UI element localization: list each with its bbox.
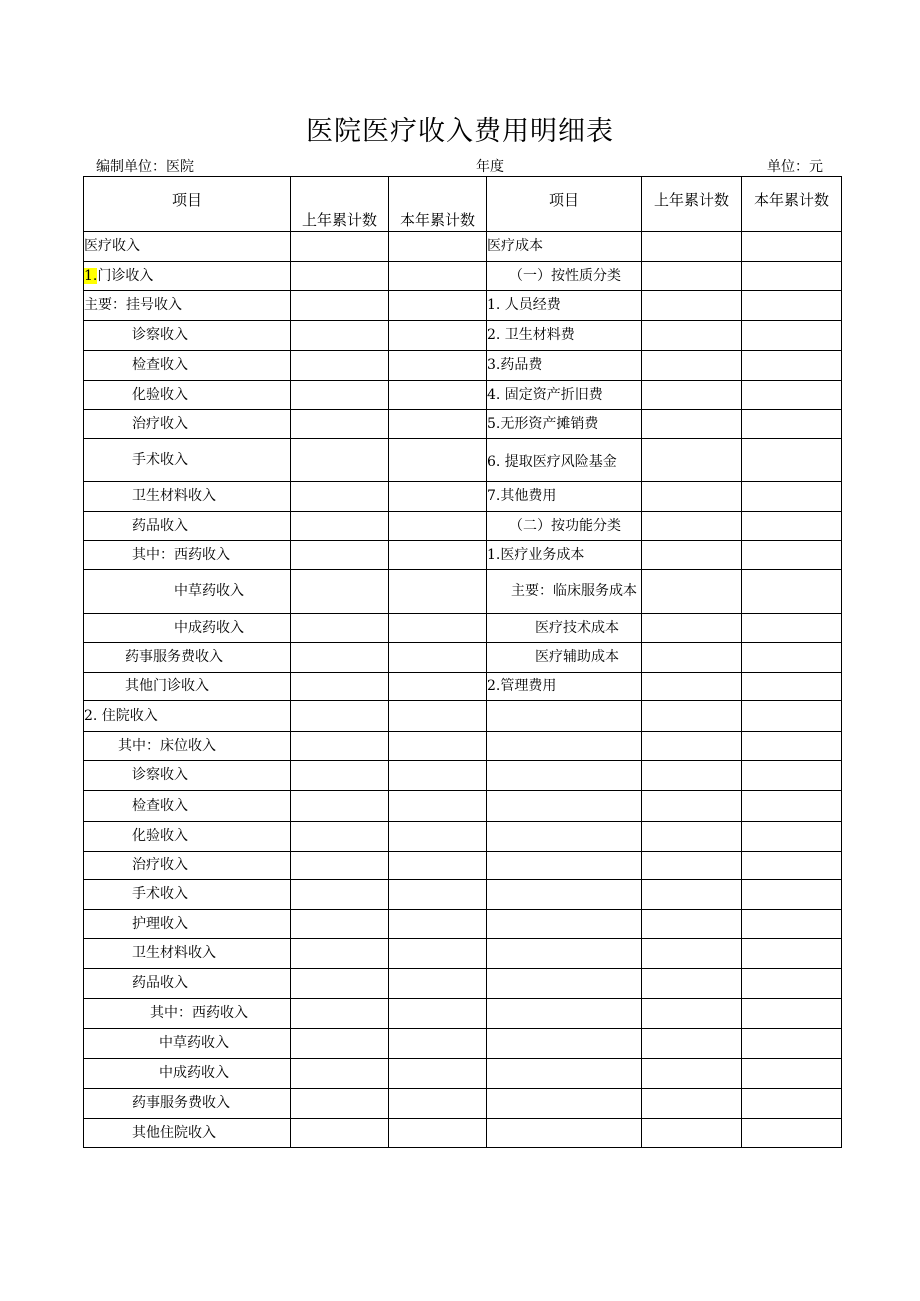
row-label-right: [487, 791, 642, 822]
curr-year-cell[interactable]: [389, 791, 487, 822]
curr-year-cell[interactable]: [389, 321, 487, 351]
prev-year-cell[interactable]: [291, 512, 389, 541]
prev-year-cell[interactable]: [291, 410, 389, 439]
row-label-left: 药事服务费收入: [84, 643, 291, 673]
row-label-right: 医疗技术成本: [487, 614, 642, 643]
prev-year-cell[interactable]: [642, 643, 742, 673]
row-label-left: 检查收入: [84, 791, 291, 822]
curr-year-cell[interactable]: [389, 410, 487, 439]
page-title: 医院医疗收入费用明细表: [306, 116, 614, 147]
row-label-left: 其中：西药收入: [84, 999, 291, 1029]
curr-year-cell[interactable]: [742, 570, 842, 614]
curr-year-cell[interactable]: [742, 999, 842, 1029]
curr-year-cell[interactable]: [389, 1029, 487, 1059]
row-label-right: [487, 1059, 642, 1089]
row-label-left: 护理收入: [84, 910, 291, 939]
curr-year-cell[interactable]: [389, 482, 487, 512]
table-row: [84, 910, 842, 939]
row-label-left: 诊察收入: [84, 761, 291, 791]
curr-year-cell[interactable]: [742, 880, 842, 910]
row-label-left: 卫生材料收入: [84, 939, 291, 969]
row-label-right: 医疗成本: [487, 232, 642, 262]
prev-year-cell[interactable]: [642, 701, 742, 732]
curr-year-cell[interactable]: [389, 852, 487, 880]
curr-year-cell[interactable]: [742, 643, 842, 673]
column-header-prev-year-right: 上年累计数: [642, 177, 742, 232]
curr-year-cell[interactable]: [389, 262, 487, 291]
prev-year-cell[interactable]: [291, 791, 389, 822]
table-row: [84, 262, 842, 291]
prev-year-cell[interactable]: [642, 852, 742, 880]
prev-year-cell[interactable]: [291, 939, 389, 969]
table-row: [84, 701, 842, 732]
prev-year-cell[interactable]: [291, 969, 389, 999]
prev-year-cell[interactable]: [291, 482, 389, 512]
row-label-right: 2. 卫生材料费: [487, 321, 642, 351]
prev-year-cell[interactable]: [642, 321, 742, 351]
table-row: [84, 761, 842, 791]
curr-year-cell[interactable]: [742, 439, 842, 482]
curr-year-cell[interactable]: [742, 381, 842, 410]
row-label-left: 主要：挂号收入: [84, 291, 291, 321]
curr-year-cell[interactable]: [389, 291, 487, 321]
curr-year-cell[interactable]: [742, 910, 842, 939]
curr-year-cell[interactable]: [742, 262, 842, 291]
row-label-left: 中成药收入: [84, 614, 291, 643]
prev-year-cell[interactable]: [642, 262, 742, 291]
curr-year-cell[interactable]: [742, 410, 842, 439]
row-label-left: 中草药收入: [84, 570, 291, 614]
prev-year-cell[interactable]: [291, 701, 389, 732]
curr-year-cell[interactable]: [389, 969, 487, 999]
prev-year-cell[interactable]: [642, 232, 742, 262]
curr-year-cell[interactable]: [389, 1119, 487, 1148]
prev-year-cell[interactable]: [291, 614, 389, 643]
prev-year-cell[interactable]: [291, 999, 389, 1029]
curr-year-cell[interactable]: [389, 822, 487, 852]
curr-year-cell[interactable]: [742, 1119, 842, 1148]
prev-year-cell[interactable]: [642, 381, 742, 410]
table-row: [84, 969, 842, 999]
prev-year-cell[interactable]: [642, 999, 742, 1029]
row-label-right: 6. 提取医疗风险基金: [487, 439, 642, 482]
curr-year-cell[interactable]: [742, 761, 842, 791]
prev-year-cell[interactable]: [291, 822, 389, 852]
row-label-left: 药事服务费收入: [84, 1089, 291, 1119]
row-label-left: 其中：床位收入: [84, 732, 291, 761]
highlighted-number: 1.: [84, 267, 98, 284]
row-label-left: 化验收入: [84, 381, 291, 410]
row-label-left: 其他住院收入: [84, 1119, 291, 1148]
curr-year-cell[interactable]: [389, 1089, 487, 1119]
curr-year-cell[interactable]: [742, 291, 842, 321]
table-row: [84, 482, 842, 512]
row-label-right: 1. 人员经费: [487, 291, 642, 321]
curr-year-cell[interactable]: [742, 1089, 842, 1119]
compiling-unit-label: 编制单位：医院: [96, 159, 194, 175]
table-row: [84, 570, 842, 614]
table-row: [84, 351, 842, 381]
table-header-row: [84, 177, 842, 232]
curr-year-cell[interactable]: [742, 673, 842, 701]
prev-year-cell[interactable]: [642, 291, 742, 321]
row-label-right: 7.其他费用: [487, 482, 642, 512]
curr-year-cell[interactable]: [742, 512, 842, 541]
table-row: [84, 232, 842, 262]
curr-year-cell[interactable]: [742, 482, 842, 512]
row-label-right: 4. 固定资产折旧费: [487, 381, 642, 410]
table-row: [84, 614, 842, 643]
curr-year-cell[interactable]: [389, 761, 487, 791]
column-header-item-right: 项目: [487, 177, 642, 232]
curr-year-cell[interactable]: [389, 732, 487, 761]
curr-year-cell[interactable]: [742, 351, 842, 381]
table-row: [84, 999, 842, 1029]
prev-year-cell[interactable]: [642, 880, 742, 910]
prev-year-cell[interactable]: [642, 910, 742, 939]
prev-year-cell[interactable]: [291, 541, 389, 570]
prev-year-cell[interactable]: [642, 1029, 742, 1059]
prev-year-cell[interactable]: [642, 512, 742, 541]
prev-year-cell[interactable]: [642, 351, 742, 381]
row-label-left: 2. 住院收入: [84, 701, 291, 732]
row-label-right: [487, 852, 642, 880]
table-row: [84, 512, 842, 541]
row-label-left: 手术收入: [84, 439, 291, 482]
row-label-right: [487, 939, 642, 969]
prev-year-cell[interactable]: [291, 673, 389, 701]
row-label-right: [487, 732, 642, 761]
row-label-left: 药品收入: [84, 512, 291, 541]
row-label-right: [487, 1119, 642, 1148]
row-label-left: 手术收入: [84, 880, 291, 910]
curr-year-cell[interactable]: [742, 969, 842, 999]
prev-year-cell[interactable]: [291, 291, 389, 321]
prev-year-cell[interactable]: [642, 439, 742, 482]
prev-year-cell[interactable]: [642, 410, 742, 439]
prev-year-cell[interactable]: [291, 643, 389, 673]
row-label-left: 化验收入: [84, 822, 291, 852]
prev-year-cell[interactable]: [291, 761, 389, 791]
table-row: [84, 791, 842, 822]
curr-year-cell[interactable]: [742, 701, 842, 732]
curr-year-cell[interactable]: [742, 1029, 842, 1059]
prev-year-cell[interactable]: [291, 1089, 389, 1119]
curr-year-cell[interactable]: [742, 232, 842, 262]
prev-year-cell[interactable]: [642, 1089, 742, 1119]
detail-table: [83, 176, 842, 1148]
row-label-left: 诊察收入: [84, 321, 291, 351]
prev-year-cell[interactable]: [291, 852, 389, 880]
currency-unit-label: 单位：元: [767, 159, 823, 175]
curr-year-cell[interactable]: [389, 1059, 487, 1089]
row-label-right: [487, 1029, 642, 1059]
curr-year-cell[interactable]: [742, 1059, 842, 1089]
row-label-left: 其中：西药收入: [84, 541, 291, 570]
table-row: [84, 852, 842, 880]
row-label-left: 检查收入: [84, 351, 291, 381]
row-label-left: 中成药收入: [84, 1059, 291, 1089]
prev-year-cell[interactable]: [291, 570, 389, 614]
curr-year-cell[interactable]: [742, 791, 842, 822]
table-row: [84, 321, 842, 351]
column-header-curr-year-right: 本年累计数: [742, 177, 842, 232]
prev-year-cell[interactable]: [642, 1059, 742, 1089]
curr-year-cell[interactable]: [389, 999, 487, 1029]
prev-year-cell[interactable]: [291, 910, 389, 939]
table-row: [84, 880, 842, 910]
row-label-right: 3.药品费: [487, 351, 642, 381]
row-label-right: [487, 1089, 642, 1119]
table-row: [84, 439, 842, 482]
prev-year-cell[interactable]: [291, 232, 389, 262]
prev-year-cell[interactable]: [291, 381, 389, 410]
row-label-left: 治疗收入: [84, 410, 291, 439]
table-row: [84, 822, 842, 852]
curr-year-cell[interactable]: [742, 732, 842, 761]
table-row: [84, 291, 842, 321]
table-row: [84, 673, 842, 701]
row-label-left: 其他门诊收入: [84, 673, 291, 701]
table-row: [84, 1089, 842, 1119]
table-row: [84, 1119, 842, 1148]
curr-year-cell[interactable]: [389, 232, 487, 262]
column-header-prev-year: 上年累计数: [291, 177, 389, 232]
row-label-right: 主要：临床服务成本: [487, 570, 642, 614]
curr-year-cell[interactable]: [389, 701, 487, 732]
curr-year-cell[interactable]: [389, 541, 487, 570]
prev-year-cell[interactable]: [642, 791, 742, 822]
curr-year-cell[interactable]: [389, 910, 487, 939]
row-label-right: 1.医疗业务成本: [487, 541, 642, 570]
curr-year-cell[interactable]: [389, 570, 487, 614]
row-label-left: 药品收入: [84, 969, 291, 999]
table-row: [84, 541, 842, 570]
curr-year-cell[interactable]: [389, 939, 487, 969]
row-label-right: 5.无形资产摊销费: [487, 410, 642, 439]
table-row: [84, 410, 842, 439]
curr-year-cell[interactable]: [389, 643, 487, 673]
prev-year-cell[interactable]: [291, 1029, 389, 1059]
row-label-right: [487, 999, 642, 1029]
prev-year-cell[interactable]: [291, 732, 389, 761]
row-label-right: [487, 701, 642, 732]
curr-year-cell[interactable]: [389, 880, 487, 910]
curr-year-cell[interactable]: [389, 351, 487, 381]
prev-year-cell[interactable]: [291, 439, 389, 482]
curr-year-cell[interactable]: [742, 614, 842, 643]
row-label-right: 2.管理费用: [487, 673, 642, 701]
row-label-right: 医疗辅助成本: [487, 643, 642, 673]
curr-year-cell[interactable]: [742, 321, 842, 351]
prev-year-cell[interactable]: [642, 969, 742, 999]
prev-year-cell[interactable]: [291, 351, 389, 381]
prev-year-cell[interactable]: [291, 321, 389, 351]
prev-year-cell[interactable]: [291, 1059, 389, 1089]
prev-year-cell[interactable]: [642, 761, 742, 791]
row-label-left: 1.门诊收入: [84, 262, 291, 291]
column-header-item: 项目: [84, 177, 291, 232]
column-header-curr-year: 本年累计数: [389, 177, 487, 232]
prev-year-cell[interactable]: [291, 880, 389, 910]
prev-year-cell[interactable]: [642, 482, 742, 512]
curr-year-cell[interactable]: [389, 439, 487, 482]
curr-year-cell[interactable]: [389, 614, 487, 643]
table-row: [84, 643, 842, 673]
row-label-right: [487, 822, 642, 852]
prev-year-cell[interactable]: [291, 262, 389, 291]
prev-year-cell[interactable]: [642, 541, 742, 570]
curr-year-cell[interactable]: [389, 673, 487, 701]
table-row: [84, 1029, 842, 1059]
curr-year-cell[interactable]: [389, 381, 487, 410]
curr-year-cell[interactable]: [742, 939, 842, 969]
prev-year-cell[interactable]: [642, 673, 742, 701]
row-label-right: [487, 910, 642, 939]
prev-year-cell[interactable]: [642, 570, 742, 614]
table-row: [84, 381, 842, 410]
row-label-right: （二）按功能分类: [487, 512, 642, 541]
prev-year-cell[interactable]: [642, 822, 742, 852]
curr-year-cell[interactable]: [389, 512, 487, 541]
prev-year-cell[interactable]: [642, 732, 742, 761]
table-row: [84, 1059, 842, 1089]
curr-year-cell[interactable]: [742, 852, 842, 880]
row-label-left: 治疗收入: [84, 852, 291, 880]
prev-year-cell[interactable]: [291, 1119, 389, 1148]
curr-year-cell[interactable]: [742, 541, 842, 570]
row-label-left: 医疗收入: [84, 232, 291, 262]
row-label-right: [487, 969, 642, 999]
prev-year-cell[interactable]: [642, 1119, 742, 1148]
prev-year-cell[interactable]: [642, 939, 742, 969]
year-label: 年度: [476, 159, 504, 175]
prev-year-cell[interactable]: [642, 614, 742, 643]
curr-year-cell[interactable]: [742, 822, 842, 852]
row-label-left: 卫生材料收入: [84, 482, 291, 512]
table-row: [84, 732, 842, 761]
row-label-right: [487, 880, 642, 910]
row-label-right: [487, 761, 642, 791]
table-row: [84, 939, 842, 969]
row-label-left: 中草药收入: [84, 1029, 291, 1059]
row-label-right: （一）按性质分类: [487, 262, 642, 291]
